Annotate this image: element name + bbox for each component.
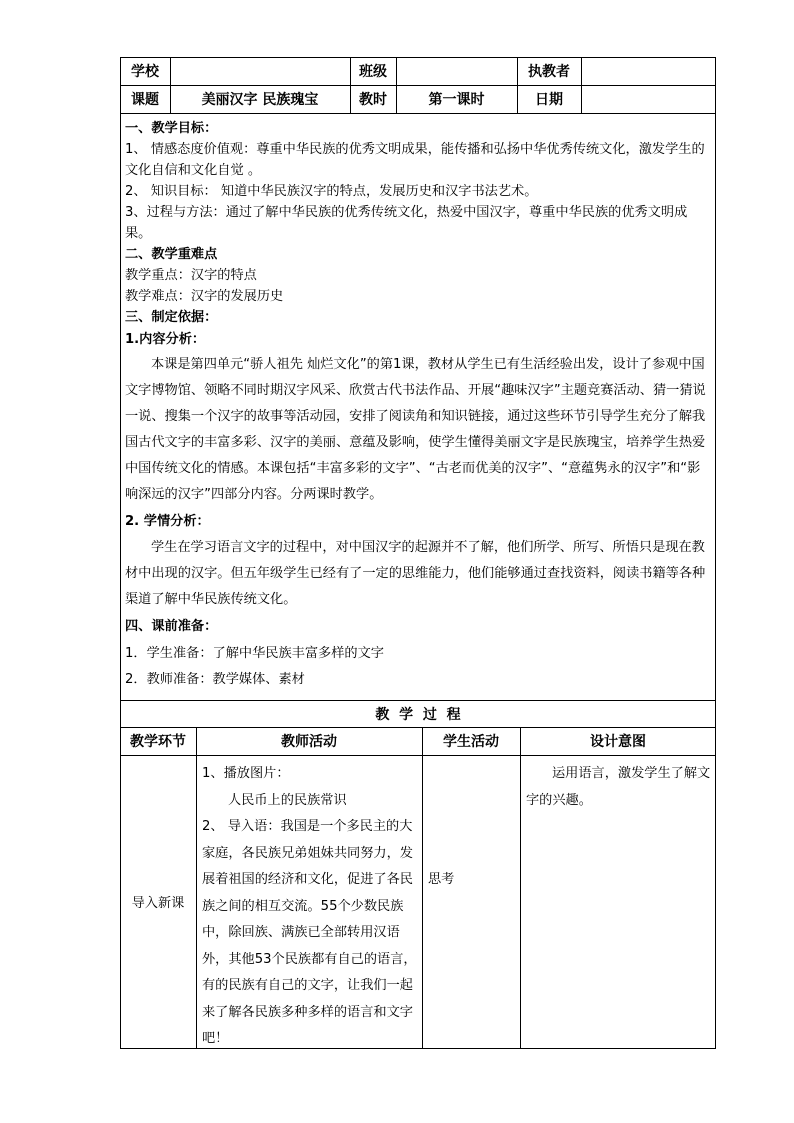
rule [120, 755, 716, 756]
goal-1: 1、 情感态度价值观：尊重中华民族的优秀文明成果，能传播和弘扬中华优秀传统文化，激发学生的文化自信和文化自觉 。 [125, 142, 705, 178]
date-value[interactable] [581, 85, 716, 113]
period-value: 第一课时 [428, 92, 485, 108]
date-label: 日期 [535, 92, 563, 108]
teacher-label: 执教者 [528, 64, 570, 80]
rule [715, 57, 716, 1049]
teacher-activity-cell [202, 761, 418, 1046]
rule [120, 113, 716, 114]
difficult-point: 教学难点：汉字的发展历史 [125, 289, 284, 304]
topic-value: 美丽汉字 民族瑰宝 [201, 92, 319, 108]
prep-1: 1．学生准备：了解中华民族丰富多样的文字 [125, 646, 384, 661]
col-intent-header: 设计意图 [590, 734, 646, 750]
rule [520, 727, 521, 1048]
school-value[interactable] [170, 57, 350, 85]
prep-2: 2．教师准备：教学媒体、素材 [125, 672, 305, 687]
teacher-step-2: 2、 导入语：我国是一个多民主的大家庭，各民族兄弟姐妹共同努力，发展着祖国的经济和文化，促进了各民族之间的相互交流。55个少数民族中，除回族、满族已全部转用汉语外，其他53个民族都有自己的语言，有的民族有自己的文字，让我们一起来了解各民族多种多样的语言和文字吧！ [202, 819, 417, 1046]
basis-title: 三、制定依据： [125, 310, 218, 325]
col-teacher-header: 教师活动 [281, 734, 337, 750]
prep-title: 四、课前准备： [125, 619, 218, 634]
key-point: 教学重点：汉字的特点 [125, 268, 257, 283]
student-activity-cell: 思考 [428, 872, 455, 887]
student-analysis-title: 2. 学情分析： [125, 514, 210, 529]
goal-2: 2、 知识目标： 知道中华民族汉字的特点，发展历史和汉字书法艺术。 [125, 184, 538, 199]
col-student-header: 学生活动 [443, 734, 499, 750]
content-analysis-title: 1.内容分析： [125, 332, 206, 347]
stage-cell: 导入新课 [131, 896, 185, 911]
class-label: 班级 [359, 64, 387, 80]
key-title: 二、教学重难点 [125, 247, 218, 262]
design-intent-cell: 运用语言，激发学生了解文字的兴趣。 [526, 766, 711, 808]
class-value[interactable] [396, 57, 517, 85]
teacher-step-1-detail: 人民币上的民族常识 [228, 792, 347, 808]
rule [422, 727, 423, 1048]
teacher-step-1: 1、播放图片： [202, 766, 290, 781]
content-block [125, 118, 711, 698]
lesson-plan-grid [120, 57, 716, 1048]
teacher-value[interactable] [581, 57, 716, 85]
rule [196, 727, 197, 1048]
topic-label: 课题 [131, 92, 159, 108]
goals-title: 一、教学目标： [125, 121, 218, 136]
process-title: 教 学 过 程 [375, 706, 461, 723]
school-label: 学校 [131, 64, 159, 80]
content-analysis: 本课是第四单元“骄人祖先 灿烂文化”的第1课，教材从学生已有生活经验出发，设计了参观中国文字博物馆、领略不同时期汉字风采、欣赏古代书法作品、开展“趣味汉字”主题竞赛活动、猜一猜说一说、搜集一个汉字的故事等活动园，安排了阅读角和知识链接，通过这些环节引导学生充分了解我国古代文字的丰富多彩、汉字的美丽、意蕴及影响，使学生懂得美丽文字是民族瑰宝，培养学生热爱中国传统文化的情感。本课包括“丰富多彩的文字”、“古老而优美的汉字”、“意蕴隽永的汉字”和“影响深远的汉字”四部分内容。分两课时教学。 [125, 357, 706, 502]
goal-3: 3、过程与方法：通过了解中华民族的优秀传统文化，热爱中国汉字，尊重中华民族的优秀文明成果。 [125, 205, 688, 241]
student-analysis: 学生在学习语言文字的过程中，对中国汉字的起源并不了解，他们所学、所写、所悟只是现在教材中出现的汉字。但五年级学生已经有了一定的思维能力，他们能够通过查找资料，阅读书籍等各种渠道了解中华民族传统文化。 [125, 540, 706, 607]
period-label: 教时 [359, 92, 387, 108]
col-stage-header: 教学环节 [130, 734, 186, 750]
